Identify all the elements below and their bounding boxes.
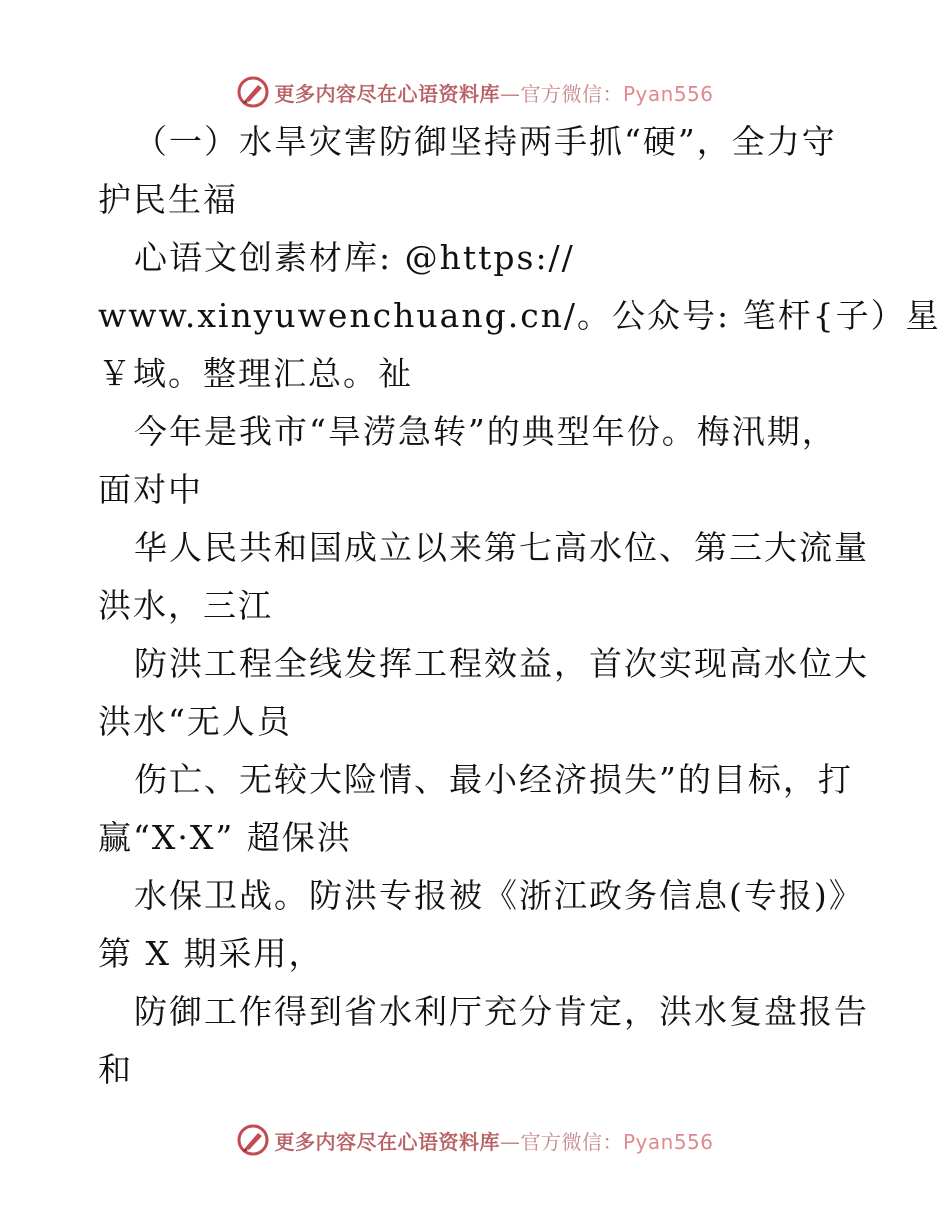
watermark-main: 更多内容尽在心语资料库 bbox=[274, 1129, 500, 1154]
text-line: 护民生福 bbox=[98, 180, 238, 219]
pen-logo-icon bbox=[236, 75, 270, 109]
watermark-label: 官方微信： bbox=[520, 81, 623, 106]
text-line: 水保卫战。防洪专报被《浙江政务信息(专报)》 bbox=[134, 876, 864, 915]
text-line: 洪水“无人员 bbox=[98, 702, 292, 741]
watermark-main: 更多内容尽在心语资料库 bbox=[274, 81, 500, 106]
text-line: 赢“X·X” 超保洪 bbox=[98, 818, 352, 857]
watermark-id: Pyan556 bbox=[622, 1129, 714, 1154]
text-line: 第 X 期采用， bbox=[98, 934, 324, 973]
text-line: 华人民共和国成立以来第七高水位、第三大流量 bbox=[134, 528, 869, 567]
watermark-header bbox=[0, 72, 950, 112]
watermark-label: 官方微信： bbox=[520, 1129, 623, 1154]
text-line: ￥域。整理汇总。祉 bbox=[98, 354, 413, 393]
text-line: 面对中 bbox=[98, 470, 203, 509]
watermark-text bbox=[274, 1126, 713, 1155]
text-line: 和 bbox=[98, 1050, 133, 1089]
text-line: 心语文创素材库: @https:// bbox=[134, 238, 575, 277]
text-line: www.xinyuwenchuang.cn/。公众号: 笔杆{子）星 bbox=[98, 296, 941, 335]
watermark-dash: — bbox=[499, 81, 521, 106]
text-line: 伤亡、无较大险情、最小经济损失”的目标，打 bbox=[134, 760, 853, 799]
text-line: 今年是我市“旱涝急转”的典型年份。梅汛期， bbox=[134, 412, 837, 451]
watermark-dash: — bbox=[499, 1129, 521, 1154]
watermark-text bbox=[274, 78, 713, 107]
text-line: 洪水，三江 bbox=[98, 586, 273, 625]
watermark-id: Pyan556 bbox=[622, 81, 714, 106]
text-line: （一）水旱灾害防御坚持两手抓“硬”，全力守 bbox=[134, 122, 837, 161]
pen-logo-icon bbox=[236, 1123, 270, 1157]
text-line: 防御工作得到省水利厅充分肯定，洪水复盘报告 bbox=[134, 992, 869, 1031]
text-line: 防洪工程全线发挥工程效益，首次实现高水位大 bbox=[134, 644, 869, 683]
watermark-footer bbox=[0, 1120, 950, 1160]
